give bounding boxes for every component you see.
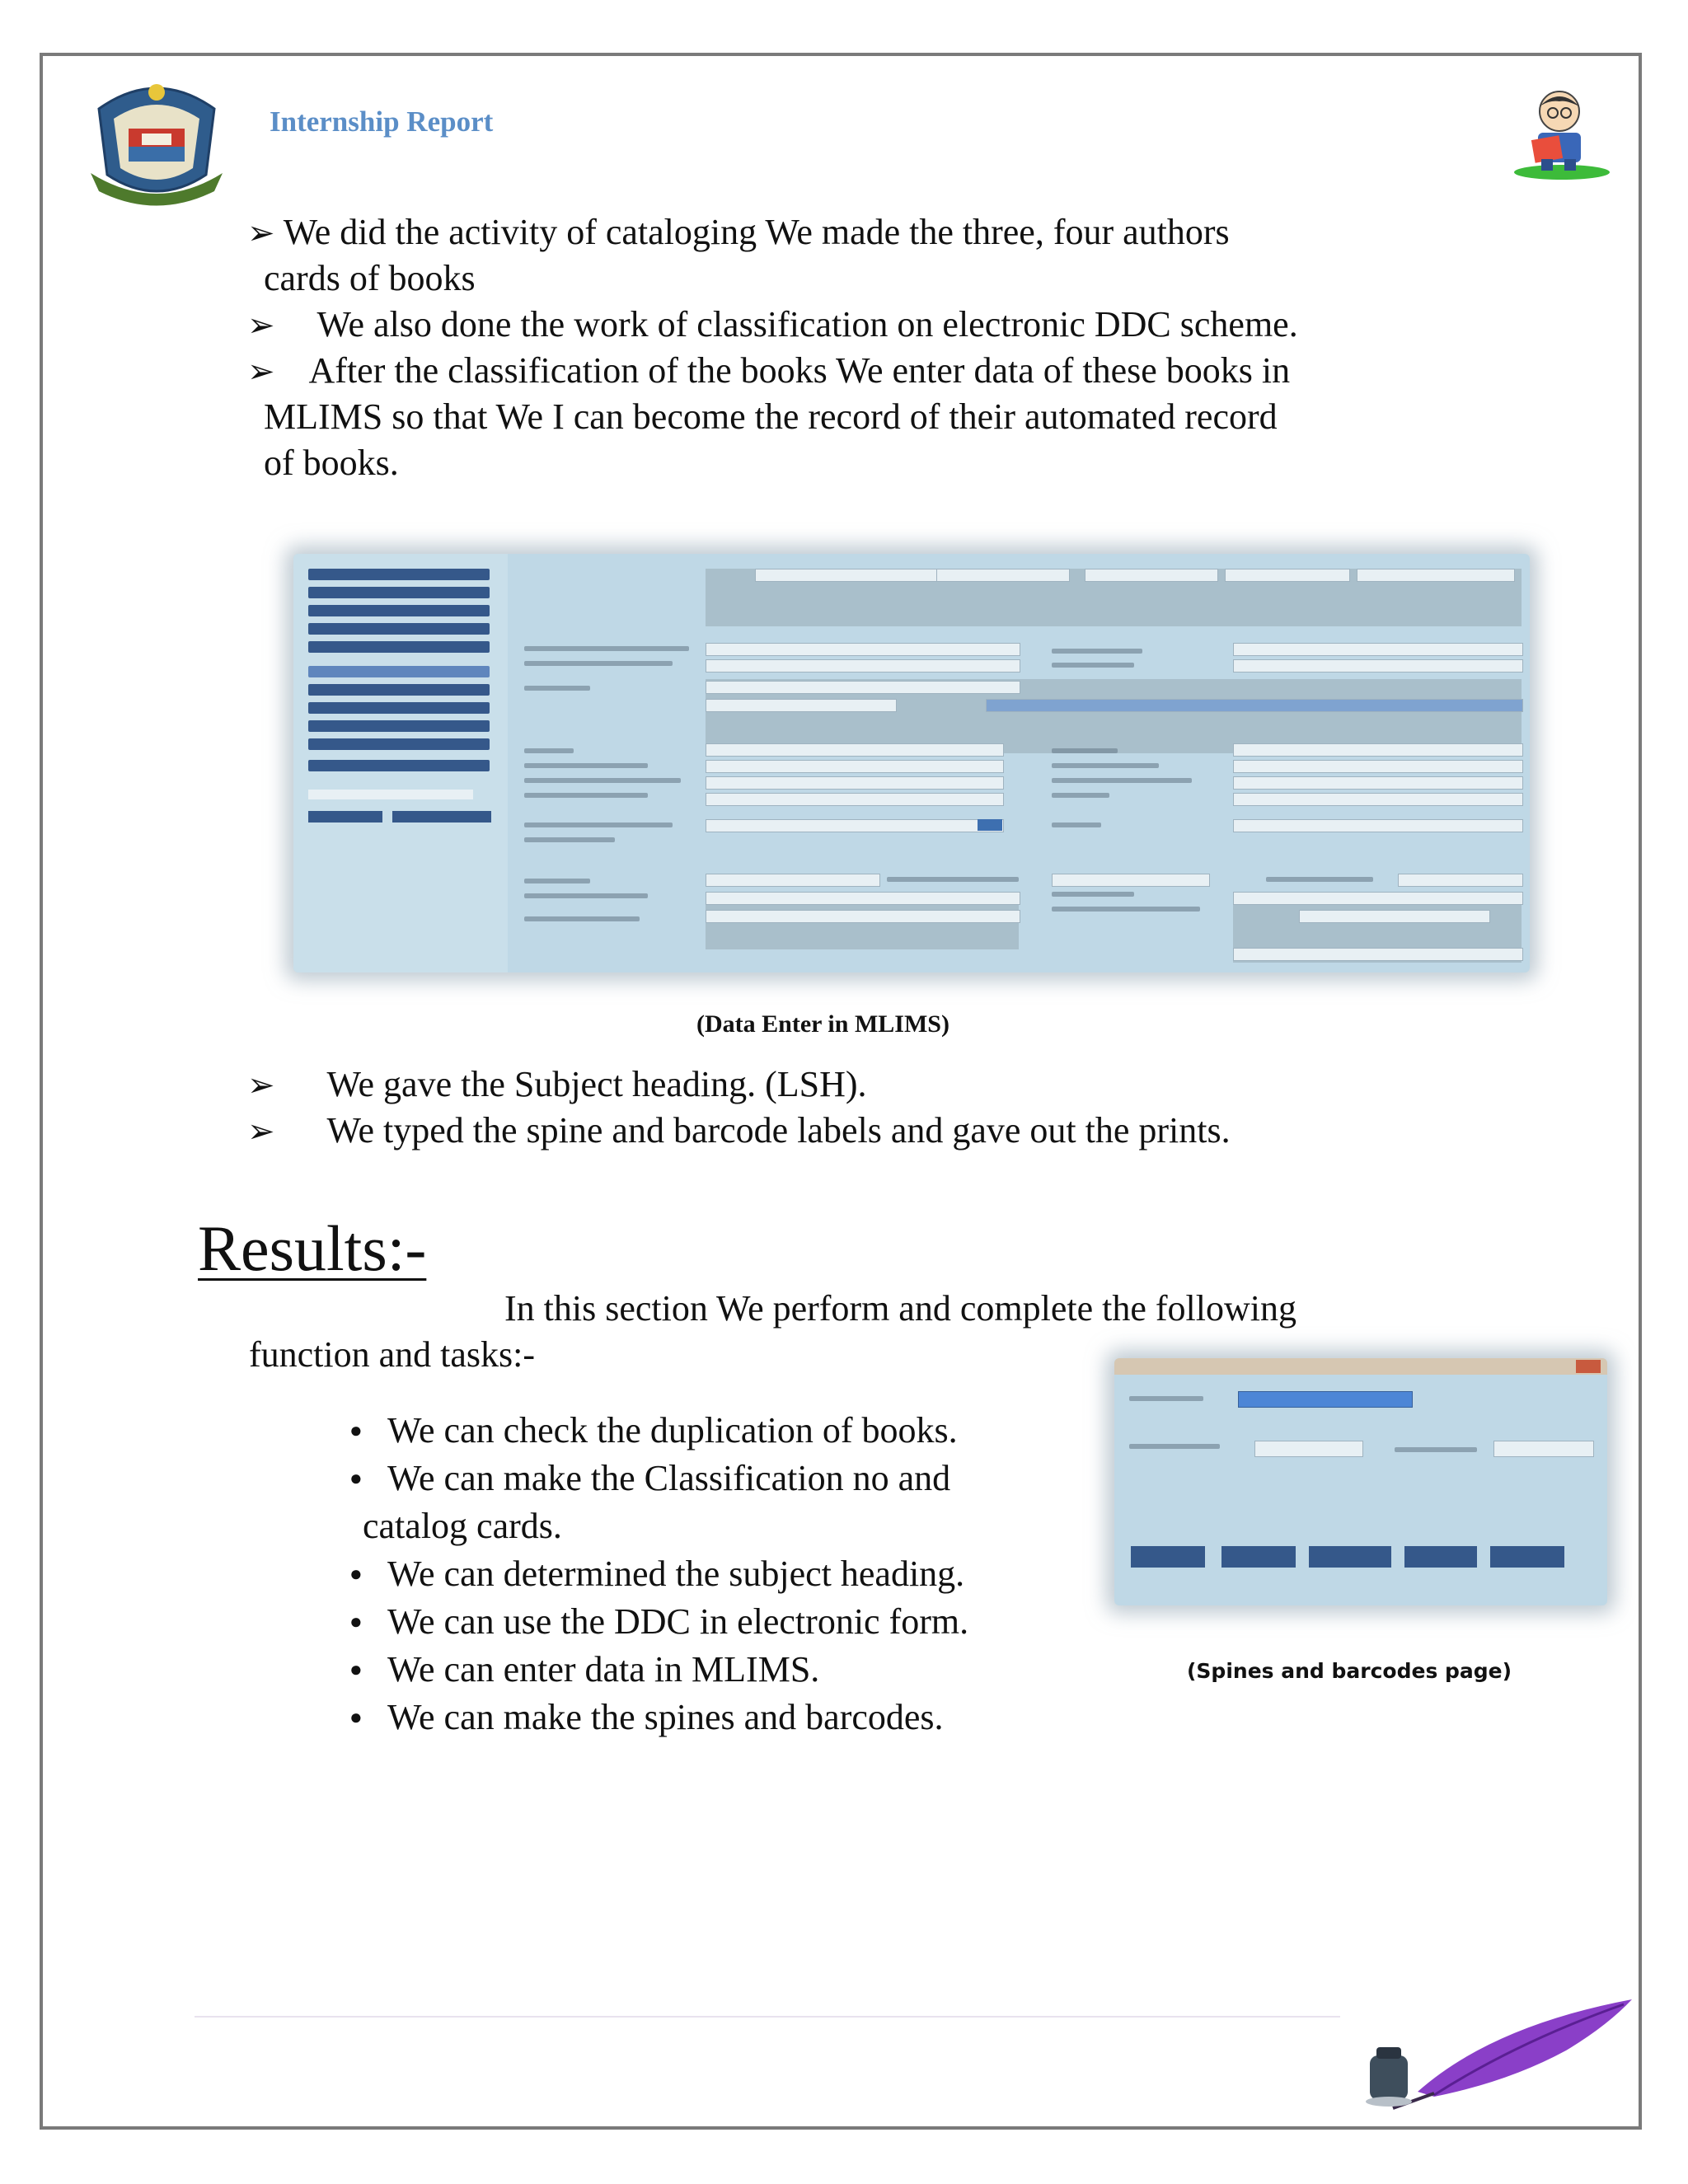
arrow-bullet-icon: ➢ xyxy=(247,307,275,344)
results-bullet: ● We can determined the subject heading. xyxy=(346,1551,968,1597)
arrow-bullet-icon: ➢ xyxy=(247,1066,275,1104)
middle-item-1 xyxy=(247,1062,867,1108)
intro-item-3-line1: After the classification of the books We enter data of these books in xyxy=(308,350,1291,391)
arrow-bullet-icon: ➢ xyxy=(247,1113,275,1150)
figure1-caption: (Data Enter in MLIMS) xyxy=(696,1010,950,1038)
reading-boy-icon xyxy=(1508,87,1615,181)
middle-item-2 xyxy=(247,1108,1231,1155)
results-bullet: ● We can check the duplication of books. xyxy=(346,1408,968,1454)
results-bullet-list xyxy=(346,1408,968,1742)
intro-item-3 xyxy=(247,348,1290,395)
arrow-bullet-icon: ➢ xyxy=(247,353,275,390)
results-intro-line2: function and tasks:- xyxy=(249,1334,536,1375)
results-bullet: ● We can make the spines and barcodes. xyxy=(346,1694,968,1741)
middle-item-1-text: We gave the Subject heading. (LSH). xyxy=(326,1064,867,1104)
results-bullet: ● We can enter data in MLIMS. xyxy=(346,1647,968,1693)
results-heading: Results:- xyxy=(198,1212,427,1284)
intro-item-1 xyxy=(247,209,1230,256)
mlims-data-entry-screenshot xyxy=(293,554,1530,972)
intro-item-3-line2: MLIMS so that We I can become the record of their automated record xyxy=(264,396,1278,437)
spines-barcodes-screenshot xyxy=(1114,1358,1607,1605)
intro-item-2 xyxy=(247,302,1298,349)
footer-divider xyxy=(195,2016,1340,2018)
intro-item-1-cont: cards of books xyxy=(264,258,476,298)
middle-item-2-text: We typed the spine and barcode labels and gave out the prints. xyxy=(326,1110,1231,1151)
figure2-caption: (Spines and barcodes page) xyxy=(1187,1659,1512,1683)
results-bullet-cont: catalog cards. xyxy=(363,1506,562,1546)
intro-item-3-line3: of books. xyxy=(264,443,399,483)
intro-item-1-line1: We did the activity of cataloging We made the three, four authors xyxy=(283,212,1230,252)
header-title: Internship Report xyxy=(270,105,494,138)
results-intro-line1: In this section We perform and complete the following xyxy=(504,1288,1296,1329)
university-logo xyxy=(82,76,231,208)
quill-ink-icon xyxy=(1360,1993,1640,2116)
arrow-bullet-icon: ➢ xyxy=(247,214,275,251)
results-bullet: ● We can make the Classification no and xyxy=(346,1455,968,1502)
results-bullet: ● We can use the DDC in electronic form. xyxy=(346,1599,968,1645)
intro-item-2-line1: We also done the work of classification on electronic DDC scheme. xyxy=(316,304,1298,344)
